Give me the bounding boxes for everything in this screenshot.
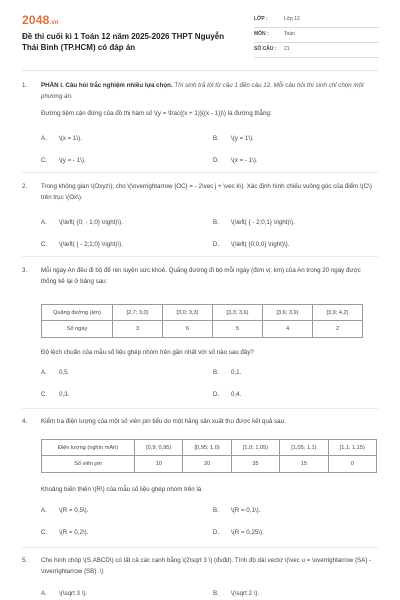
table-cell: 6	[163, 321, 213, 338]
table-cell: Quãng đường (km)	[42, 305, 113, 321]
table-cell: 5	[213, 321, 263, 338]
question-divider	[22, 256, 378, 257]
table-cell: [1,0; 1,05)	[231, 440, 279, 456]
option-a[interactable]: A. \(x = 1\).	[41, 135, 82, 142]
option-d[interactable]: D. \(x = - 1\).	[213, 157, 258, 164]
table-row	[42, 440, 377, 456]
table-cell: 4	[263, 321, 313, 338]
table-cell: [3,6; 3,9)	[263, 305, 313, 321]
meta-count-label: SỐ CÂU :	[254, 46, 277, 52]
distance-table	[41, 304, 363, 338]
question-divider	[22, 408, 378, 409]
document-header	[0, 0, 400, 68]
option-a[interactable]: A. \(R = 0,5\).	[41, 507, 89, 514]
table-cell: Số ngày	[42, 321, 113, 338]
table-row	[42, 305, 363, 321]
part-heading	[41, 80, 377, 102]
option-d[interactable]: D. 0,4.	[213, 391, 242, 398]
question-text: Cho hình chóp \(S.ABCD\) có tất cả các cạnh bằng \(2\sqrt 3 \) (đvđd). Tính độ dài vectơ \(\vec u = \overrightarrow {SA} - \overrightarrow {SB} .\)	[41, 557, 372, 575]
option-d[interactable]: D. \(R = 0,25\).	[213, 529, 264, 536]
logo-text: 2048	[22, 13, 50, 27]
option-b[interactable]: B. 0,1.	[213, 369, 242, 376]
battery-table	[41, 439, 377, 473]
part-instruction: Thí sinh trả lời từ câu 1 đến câu 12. Mỗi câu hỏi thí sinh chỉ chọn một phương án.	[41, 82, 364, 100]
option-a[interactable]: A. 0,5.	[41, 369, 70, 376]
part-title: PHẦN I. Câu hỏi trắc nghiệm nhiều lựa chọn.	[41, 82, 173, 89]
option-c[interactable]: C. \(\left( { - 2;1;0} \right)\).	[41, 241, 123, 248]
table-cell: [0,95; 1,0)	[183, 440, 231, 456]
option-c[interactable]: C. 0,3.	[41, 391, 70, 398]
meta-class-value: Lớp 12	[284, 16, 300, 22]
meta-count-row	[254, 43, 379, 58]
option-b[interactable]: B. \(R = 0,1\).	[213, 507, 261, 514]
logo-suffix: .vn	[49, 20, 59, 26]
table-cell: [1,1; 1,15)	[328, 440, 376, 456]
question-text: Đường tiệm cận đứng của đồ thị hàm số \(y = \frac{(x + 1)}{(x - 1)}\) là đường thẳng:	[41, 110, 272, 117]
question-number: 2.	[22, 183, 28, 190]
option-c[interactable]: C. \(y = - 1\).	[41, 157, 86, 164]
site-logo[interactable]	[22, 13, 59, 27]
meta-subject-value: Toán	[284, 31, 295, 37]
option-b[interactable]: B. \(\sqrt 2 \).	[213, 590, 260, 597]
table-cell: 20	[183, 456, 231, 473]
question-text: Trong không gian \(Oxyz\), cho \(\overrightarrow {OC} = - 2\vec j + \vec k\). Xác định hình chiếu vuông góc của điểm \(C\) trên trục \(Ox\).	[41, 183, 372, 201]
meta-subject-row	[254, 28, 379, 43]
question-text: Mỗi ngày An đều đi bộ để rèn luyện sức khoẻ. Quãng đường đi bộ mỗi ngày (đơn vị: km) của An trong 20 ngày được thống kê lại ở bảng sau:	[41, 267, 361, 285]
question-divider	[22, 172, 378, 173]
header-divider	[22, 70, 378, 71]
table-cell: 35	[231, 456, 279, 473]
table-cell: [3,3; 3,6)	[213, 305, 263, 321]
option-b[interactable]: B. \(\left( { - 2;0;1} \right)\).	[213, 219, 295, 226]
table-cell: Điện lượng (nghìn mAh)	[42, 440, 135, 456]
table-cell: 0	[328, 456, 376, 473]
table-row	[42, 456, 377, 473]
meta-class-row	[254, 13, 379, 28]
option-d[interactable]: D. \(\left( {0;0;0} \right)\).	[213, 241, 290, 248]
meta-subject-label: MÔN :	[254, 31, 269, 37]
table-cell: Số viên pin	[42, 456, 135, 473]
table-row	[42, 321, 363, 338]
question-text: Kiểm tra điện lượng của một số viên pin tiểu do một hãng sản xuất thu được kết quả sau:	[41, 418, 286, 425]
document-title: Đề thi cuối kì 1 Toán 12 năm 2025-2026 THPT Nguyễn Thái Bình (TP.HCM) có đáp án	[22, 32, 225, 52]
table-cell: [1,05; 1,1)	[280, 440, 328, 456]
option-a[interactable]: A. \(\left( {0; - 1;0} \right)\).	[41, 219, 123, 226]
option-c[interactable]: C. \(R = 0,2\).	[41, 529, 89, 536]
option-b[interactable]: B. \(y = 1\).	[213, 135, 254, 142]
question-number: 1.	[22, 82, 28, 89]
question-subtext: Khoảng biến thiên \(R\) của mẫu số liệu ghép nhóm trên là	[41, 486, 202, 493]
question-number: 3.	[22, 267, 28, 274]
meta-count-value: 21	[284, 46, 290, 52]
table-cell: [2,7; 3,0)	[113, 305, 163, 321]
table-cell: [3,0; 3,3)	[163, 305, 213, 321]
table-cell: 2	[313, 321, 363, 338]
question-number: 5.	[22, 557, 28, 564]
question-divider	[22, 547, 378, 548]
table-cell: [3,9; 4,2)	[313, 305, 363, 321]
question-number: 4.	[22, 418, 28, 425]
table-cell: [0,9; 0,95)	[135, 440, 183, 456]
table-cell: 3	[113, 321, 163, 338]
table-cell: 15	[280, 456, 328, 473]
table-cell: 10	[135, 456, 183, 473]
question-subtext: Độ lệch chuẩn của mẫu số liệu ghép nhóm trên gần nhất với số nào sau đây?	[41, 349, 254, 356]
option-a[interactable]: A. \(\sqrt 3 \).	[41, 590, 88, 597]
meta-class-label: LỚP :	[254, 16, 268, 22]
